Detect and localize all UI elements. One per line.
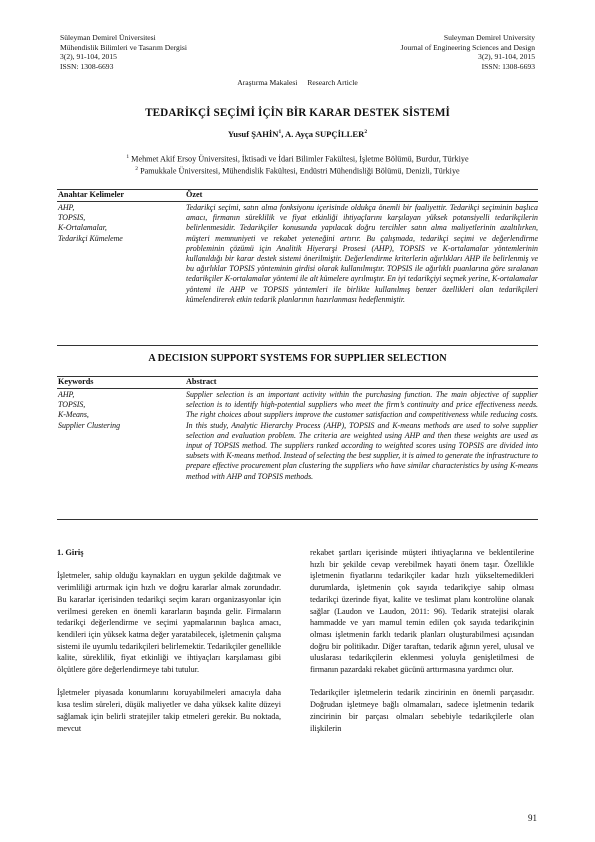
abstract-heading-tr: Özet xyxy=(186,190,203,199)
affiliation-sup: 1 xyxy=(126,154,130,160)
divider xyxy=(57,201,538,202)
paper-title-tr: TEDARİKÇİ SEÇİMİ İÇİN BİR KARAR DESTEK SİSTEMİ xyxy=(145,107,450,119)
authors xyxy=(0,129,595,139)
keywords-heading-tr: Anahtar Kelimeler xyxy=(58,190,125,199)
keyword: AHP, xyxy=(58,203,75,212)
article-type-en: Research Article xyxy=(307,78,358,87)
keyword: K-Means, xyxy=(58,410,89,420)
divider xyxy=(57,376,538,377)
author-2: A. Ayça SUPÇİLLER xyxy=(285,129,365,139)
abstract-heading-en: Abstract xyxy=(186,377,217,386)
article-type-tr: Araştırma Makalesi xyxy=(237,78,298,87)
header-right-line: Journal of Engineering Sciences and Design xyxy=(400,42,535,52)
divider xyxy=(57,388,538,389)
section-heading: 1. Giriş xyxy=(57,548,84,557)
body-column-left xyxy=(57,547,281,746)
divider xyxy=(57,345,538,346)
keyword: TOPSIS, xyxy=(58,400,86,410)
article-type xyxy=(0,78,595,87)
paragraph: rekabet şartları içerisinde müşteri ihtiyaçlarına ve beklentilerine hızlı bir şekilde cevap verebilmek hayati önem taşır. Özellikle işletmenin fiyatlarını tedarikçiler kadar hızlı yükseltemedikleri durumlarda, işletmenin çok sayıda tedarikçiye sahip olması tedarikçi üzerinde fiyat, kalite ve teslimat planı kontrolüne olanak sağlar (Laudon ve Laudon, 2011: 96). Tedarik stratejisi olarak hammadde ve yarı mamul temin edilen çok sayıda tedarikçinin olması işletmenin farklı tedarik planları oluşturabilmesi açısından doğru bir politikadır. Diğer taraftan, tedarik ağının yerel, ulusal ve uluslarası tedarikçilerin eklenmesi yoluyla genişletilmesi de firmanın pazardaki rekabet gücünü arttırmasına yardımcı olur. xyxy=(310,548,534,675)
author-separator: , xyxy=(281,129,286,139)
header-left-line: ISSN: 1308-6693 xyxy=(60,61,114,71)
divider xyxy=(57,189,538,190)
author-1-sup: 1 xyxy=(278,129,282,136)
header-right-line: Suleyman Demirel University xyxy=(443,33,535,42)
body-column-right xyxy=(310,547,534,746)
keywords-heading-en: Keywords xyxy=(58,377,94,386)
header-right-line: ISSN: 1308-6693 xyxy=(481,61,535,71)
affiliation-1 xyxy=(0,152,595,165)
header-left-line: 3(2), 91-104, 2015 xyxy=(60,52,117,62)
header-right-line: 3(2), 91-104, 2015 xyxy=(478,52,535,62)
affiliation-sup: 2 xyxy=(135,166,139,172)
keyword: Supplier Clustering xyxy=(58,420,121,430)
journal-header-right xyxy=(401,33,535,71)
affiliation-2 xyxy=(0,164,595,177)
keyword: Tedarikçi Kümeleme xyxy=(58,233,123,243)
paragraph: İşletmeler piyasada konumlarını koruyabilmeleri amacıyla daha kısa teslim süreleri, düşük maliyetler ve daha yüksek kalite düzeyi sağlamak için belirli stratejiler takip etmeleri gerekir. Bu noktada, mevcut xyxy=(57,688,281,733)
author-2-sup: 2 xyxy=(364,129,368,136)
journal-header-left xyxy=(60,33,187,71)
paper-title-en: A DECISION SUPPORT SYSTEMS FOR SUPPLIER SELECTION xyxy=(148,353,447,364)
keywords-list-en xyxy=(58,390,120,431)
header-left-line: Mühendislik Bilimleri ve Tasarım Dergisi xyxy=(60,42,188,52)
paragraph: Tedarikçiler işletmelerin tedarik zincirinin en önemli parçasıdır. Doğrudan işletmeye bağlı olmamaları, sadece işletmenin tedarik zincirinin bir parçası olmaları sebebiyle tedarikçilerle olan ilişkilerin xyxy=(310,688,534,733)
page-number: 91 xyxy=(528,813,537,823)
affiliation-text: Pamukkale Üniversitesi, Mühendislik Fakültesi, Endüstri Mühendisliği Bölümü, Denizli, Türkiye xyxy=(138,166,460,176)
author-1: Yusuf ŞAHİN xyxy=(227,129,279,139)
keyword: AHP, xyxy=(58,390,75,399)
abstract-text-tr: Tedarikçi seçimi, satın alma fonksiyonu içerisinde oldukça önemli bir faaliyettir. Tedarikçi seçiminin başlıca amacı, firmanın süreklilik ve fiyat etkinliği ihtiyaçlarını karşılayan yüksek potansiyelli tedarikçilerin belirlenmesidir. Tedarikçiler konusunda yapılacak doğru tercihler satın alma maliyetlerinin azaltılırken, müşteri memnuniyeti ve rekabet yeteneğini artırır. Bu çalışmada, tedarikçi seçimi ve değerlendirme probleminin çözümü için Analitik Hiyerarşi Prosesi (AHP), TOPSIS ve K-ortalamalar yöntemlerinin kullanıldığı bir karar destek sistemi önerilmiştir. Değerlendirme kriterlerin ağırlıkları AHP ile belirlenmiş ve bu ağırlıklar TOPSIS yönteminin girdisi olarak kullanılmıştır. TOPSIS ile ağırlıklı puanlarına göre sıralanan tedarikçiler K-ortalamalar yöntemi ile alt kümelere ayrılmıştır. En iyi tedarikçiyi seçmek yerine, K-ortalamalar yöntemi ile AHP ve TOPSIS yöntemleri ile birlikte kullanılmış benzer özellikleri olan tedarikçileri kümelendirerek etkin tedarik planlarının hazırlanması hedeflenmiştir. xyxy=(186,203,538,304)
header-left-line: Süleyman Demirel Üniversitesi xyxy=(60,33,156,42)
paragraph: İşletmeler, sahip olduğu kaynakları en uygun şekilde dağıtmak ve verimliliği artırmak için hızlı ve doğru kararlar almak zorundadır. Bu kararlar içerisinden tedarikçi seçim kararı organizasyonlar için verilmesi gereken en önemli kararların başında gelir. Firmaların tedarikçi değerlendirme ve seçimi yapmalarının başlıca amacı, kendileri için yüksek katma değer yaratabilecek, işletmenin çalışma sistemi ile uyumlu tedarikçileri belirlemektir. Tedarikçiler genellikle kalite, süreklilik, fiyat etkinliği ve ihtiyaçları karşılaması gibi ölçütlere göre değerlendirmeye tabi tutulur. xyxy=(57,571,281,675)
keyword: TOPSIS, xyxy=(58,213,86,223)
abstract-text-en: Supplier selection is an important activity within the purchasing function. The main objective of supplier selection is to identify high-potential suppliers who meet the firm’s continuity and price effectiveness needs. The right choices about suppliers improve the customer satisfaction and competitiveness while reducing costs. In this study, Analytic Hierarchy Process (AHP), TOPSIS and K-means methods are used to solve supplier selection and evaluation problem. The criteria are weighted using AHP and then these weights are used as input of TOPSIS method. The suppliers ranked according to weighted scores using TOPSIS are divided into subsets with K-means method. Instead of selecting the best supplier, it is aimed to generate the infrastructure to prepare effective procurement plan clustering the suppliers who have similar characteristics by using K-means method with AHP and TOPSIS methods. xyxy=(186,390,538,481)
keyword: K-Ortalamalar, xyxy=(58,223,107,233)
keywords-list-tr xyxy=(58,203,123,244)
divider xyxy=(57,519,538,520)
affiliation-text: Mehmet Akif Ersoy Üniversitesi, İktisadi ve İdari Bilimler Fakültesi, İşletme Bölümü, Burdur, Türkiye xyxy=(129,154,469,164)
